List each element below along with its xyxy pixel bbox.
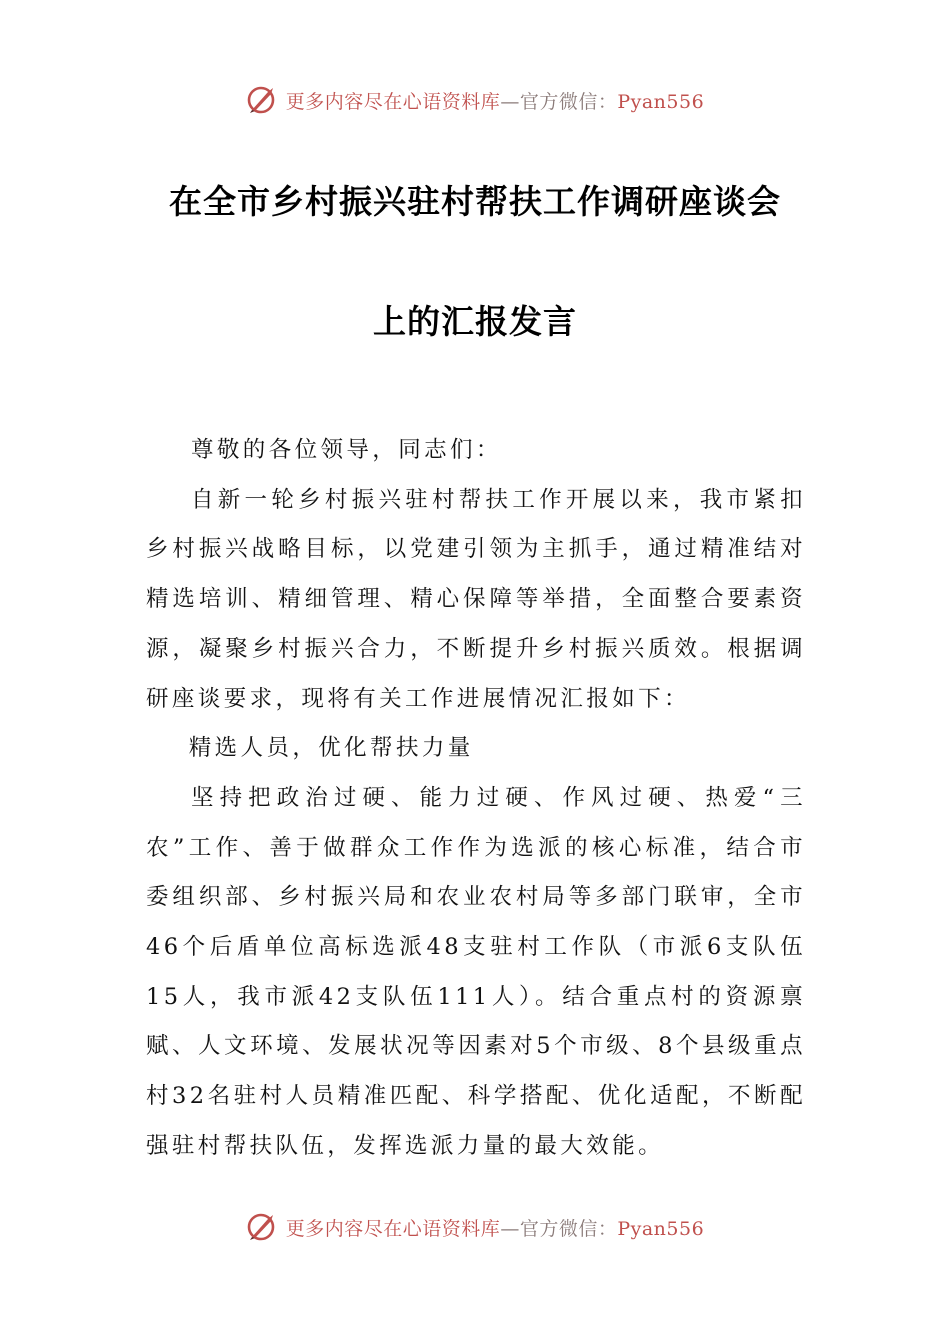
watermark-id-text: Pyan556 (617, 1217, 705, 1240)
watermark-sep-text: —官方微信： (500, 1217, 618, 1240)
paragraph-intro: 自新一轮乡村振兴驻村帮扶工作开展以来，我市紧扣乡村振兴战略目标，以党建引领为主抓手，通过精准结对精选培训、精细管理、精心保障等举措，全面整合要素资源，凝聚乡村振兴合力，不断提升乡村振兴质效。根据调研座谈要求，现将有关工作进展情况汇报如下： (146, 486, 806, 712)
paragraph-section: 坚持把政治过硬、能力过硬、作风过硬、热爱“三农”工作、善于做群众工作作为选派的核心标准，结合市委组织部、乡村振兴局和农业农村局等多部门联审，全市46个后盾单位高标选派48支驻村工作队（市派6支队伍15人，我市派42支队伍111人）。结合重点村的资源禀赋、人文环境、发展状况等因素对5个市级、8个县级重点村32名驻村人员精准匹配、科学搭配、优化适配，不断配强驻村帮扶队伍，发挥选派力量的最大效能。 (146, 784, 806, 1159)
watermark-text (286, 87, 704, 114)
document-title-line1: 在全市乡村振兴驻村帮扶工作调研座谈会 (169, 182, 781, 221)
watermark-main-text: 更多内容尽在心语资料库 (285, 1217, 501, 1240)
document-body (146, 426, 806, 1172)
document-title-line2: 上的汇报发言 (373, 302, 577, 341)
pen-logo-icon (246, 1211, 278, 1243)
watermark-main-text: 更多内容尽在心语资料库 (285, 90, 501, 113)
footer-watermark (0, 1211, 950, 1243)
header-watermark (0, 84, 950, 116)
section-heading: 精选人员，优化帮扶力量 (188, 735, 474, 762)
watermark-sep-text: —官方微信： (500, 90, 618, 113)
watermark-id-text: Pyan556 (617, 90, 705, 113)
watermark-text (286, 1214, 704, 1241)
salutation: 尊敬的各位领导，同志们： (191, 437, 502, 463)
pen-logo-icon (246, 84, 278, 116)
